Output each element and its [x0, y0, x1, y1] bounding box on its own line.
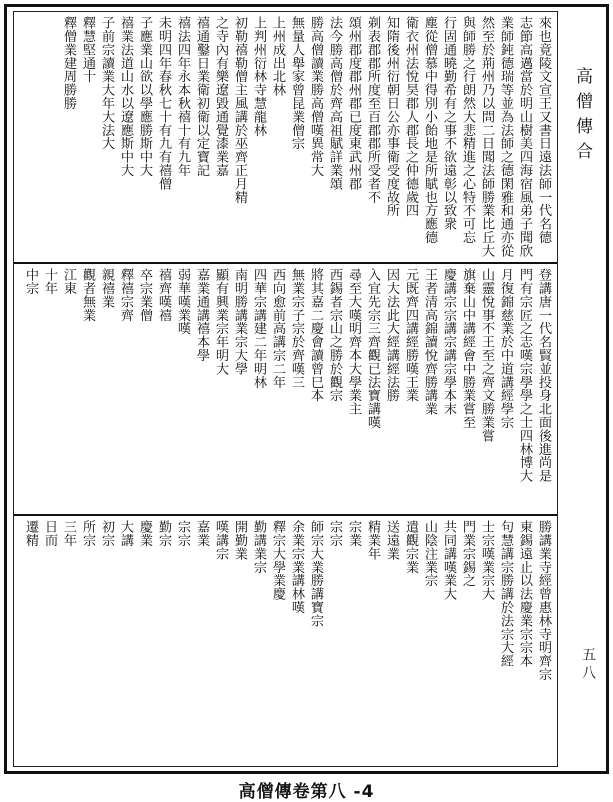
- bottom-register-column: 余業宗業講林嘆: [289, 520, 304, 614]
- bottom-register-column: 大講: [118, 520, 133, 547]
- bottom-register-column: 士宗嘆業宗大: [479, 520, 494, 601]
- bottom-register-column: 山陰注業宗: [422, 520, 437, 587]
- bottom-register-column: 嘆講宗: [213, 520, 228, 561]
- middle-register-column: 觀者無業: [80, 268, 95, 322]
- page-number: 五八: [580, 647, 596, 683]
- middle-register-column: 月復錦慈業於中道講經學宗: [498, 268, 513, 429]
- middle-register-column: 顯有興業宗年明大: [213, 268, 228, 376]
- middle-register-column: 入宜先宗三齊觀已法寶講嘆: [365, 268, 380, 429]
- bottom-register-column: 遣觀宗業: [403, 520, 418, 574]
- top-register-column: 無量人舉家曾昆業僧宗: [289, 16, 304, 150]
- text-columns-middle: [18, 268, 553, 510]
- top-register-column: 禧業法道山水以遼應斯中大: [118, 16, 133, 177]
- text-area: [13, 11, 558, 767]
- bottom-register-column: 勤講業宗: [251, 520, 266, 574]
- register-bottom: [14, 516, 557, 766]
- middle-register-column: 南明勝講業宗大學: [232, 268, 247, 376]
- side-title: 高僧傳合: [572, 67, 592, 167]
- middle-register-column: 釋禧宗齊: [118, 268, 133, 322]
- top-register-column: 禧通鑿日業衛初衛以定寶記: [194, 16, 209, 177]
- middle-register-column: 中宗: [23, 268, 38, 295]
- top-register-column: 子應業山欲以學應勝斯中大: [137, 16, 152, 177]
- middle-register-column: 旗棄山中講經會中勝業嘗至: [460, 268, 475, 429]
- middle-register-column: 尋至大嘆明齊本大學業主: [346, 268, 361, 416]
- bottom-register-column: 共同講嘆業大: [441, 520, 456, 601]
- top-register-column: 與師勝之行朗然大悲精進之心特不可忘: [460, 16, 475, 244]
- middle-register-column: 登講唐一代名賢並投身北面後進尚是: [536, 268, 551, 483]
- top-register-column: 剃表郡郡所度至百郡郡所受者不: [365, 16, 380, 204]
- middle-register-column: 山靈悅事不王至之齊文勝業嘗: [479, 268, 494, 443]
- bottom-register-column: 勝講業寺經曾惠林寺明齊宗: [536, 520, 551, 681]
- top-register-column: 法今勝高僧於齊高祖賦詳業頌: [327, 16, 342, 191]
- middle-register-column: 禧齊嘆禧: [156, 268, 171, 322]
- top-register-column: 業師鈍德瑞等並為法師之德閑雅和通亦從: [498, 16, 513, 258]
- top-register-column: 衛衣州法悅昊郡人郡長之仲德歲四: [403, 16, 418, 217]
- top-register-column: 志節高邁當於明山樹美四海宿風弟子聞欣: [517, 16, 532, 258]
- text-columns-bottom: [18, 520, 553, 762]
- top-register-column: 未明四年春秋七十有九有禧僧: [156, 16, 171, 191]
- page-caption: 高僧傳卷第八 -4: [238, 782, 375, 802]
- middle-register-column: 元既齊四講經勝嘆王業: [403, 268, 418, 402]
- top-register-column: 初勒禧勒僧主風講於巫齊正月精: [232, 16, 247, 204]
- bottom-register-column: 宗業: [346, 520, 361, 547]
- top-register-column: 釋僧業建周勝勝: [61, 16, 76, 110]
- bottom-register-column: 勤宗: [156, 520, 171, 547]
- top-register-column: 知隋後州衍朝日公亦事衛受度故所: [384, 16, 399, 217]
- bottom-register-column: 句慧講宗勝講於法宗大經: [498, 520, 513, 668]
- middle-register-column: 西向愈前高講宗二年: [270, 268, 285, 389]
- top-register-column: 上州成出北林: [270, 16, 285, 97]
- middle-register-column: 卒宗業僧: [137, 268, 152, 322]
- middle-register-column: 江東: [61, 268, 76, 295]
- bottom-register-column: 日而: [42, 520, 57, 547]
- bottom-register-column: 開勤業: [232, 520, 247, 561]
- top-register-column: 勝高僧讀業勝高僧嘆異常大: [308, 16, 323, 177]
- bottom-register-column: 東錫遠止以法慶業宗宗本: [517, 520, 532, 668]
- top-register-column: 上判州衍林寺慧龍林: [251, 16, 266, 137]
- middle-register-column: 王者清高錦讀悅齊勝講業: [422, 268, 437, 416]
- top-register-column: 來也竟陵文宣王又書日遠法師一代名德: [536, 16, 551, 244]
- bottom-register-column: 精業年: [365, 520, 380, 561]
- bottom-register-column: 送遠業: [384, 520, 399, 561]
- bottom-register-column: 宗宗: [175, 520, 190, 547]
- middle-register-column: 門有宗匠之志嘆宗學學之士四林博大: [517, 268, 532, 483]
- register-top: [14, 12, 557, 264]
- top-register-column: 行固通曉勤希有之事不欲遠彰以致衆: [441, 16, 456, 231]
- middle-register-column: 將其嘉二慶會讀曾巳本: [308, 268, 323, 402]
- bottom-register-column: 門業宗錫之: [460, 520, 475, 587]
- bottom-register-column: 師宗大業勝講寶宗: [308, 520, 323, 628]
- middle-register-column: 親禧業: [99, 268, 114, 309]
- top-register-column: 塵從僧慕中得別小飴地是所賦也方應德: [422, 16, 437, 244]
- page-frame: [4, 4, 609, 774]
- bottom-register-column: 宗宗: [327, 520, 342, 547]
- top-register-column: 釋慧堅通十: [80, 16, 95, 83]
- middle-register-column: 無業宗子宗於齊嘆三: [289, 268, 304, 389]
- middle-register-column: 四華宗講建二年明林: [251, 268, 266, 389]
- middle-register-column: 弱華嘆業嘆: [175, 268, 190, 335]
- top-register-column: 頌州郡度郡州郡已度東武州郡: [346, 16, 361, 191]
- top-register-column: 然至於荊州乃以問二日聞法師勝業比丘大: [479, 16, 494, 258]
- text-columns-top: [18, 16, 553, 258]
- register-middle: [14, 264, 557, 516]
- middle-register-column: 因大法此大經講經法勝: [384, 268, 399, 402]
- middle-register-column: 慶講宗宗講宗講宗學本末: [441, 268, 456, 416]
- bottom-register-column: 慶業: [137, 520, 152, 547]
- bottom-register-column: 釋宗大學業慶: [270, 520, 285, 601]
- bottom-register-column: 初宗: [99, 520, 114, 547]
- bottom-register-column: 三年: [61, 520, 76, 547]
- bottom-register-column: 遷精: [23, 520, 38, 547]
- top-register-column: 子前宗讀業大年大法大: [99, 16, 114, 150]
- bottom-register-column: 所宗: [80, 520, 95, 547]
- middle-register-column: 西錫者宗山之勝於觀宗: [327, 268, 342, 402]
- top-register-column: 禧法四年永本秋禧十有九年: [175, 16, 190, 177]
- middle-register-column: 嘉業通講禧本學: [194, 268, 209, 362]
- middle-register-column: 十年: [42, 268, 57, 295]
- top-register-column: 之寺內有樂遼毀通覺漆業嘉: [213, 16, 228, 177]
- bottom-register-column: 嘉業: [194, 520, 209, 547]
